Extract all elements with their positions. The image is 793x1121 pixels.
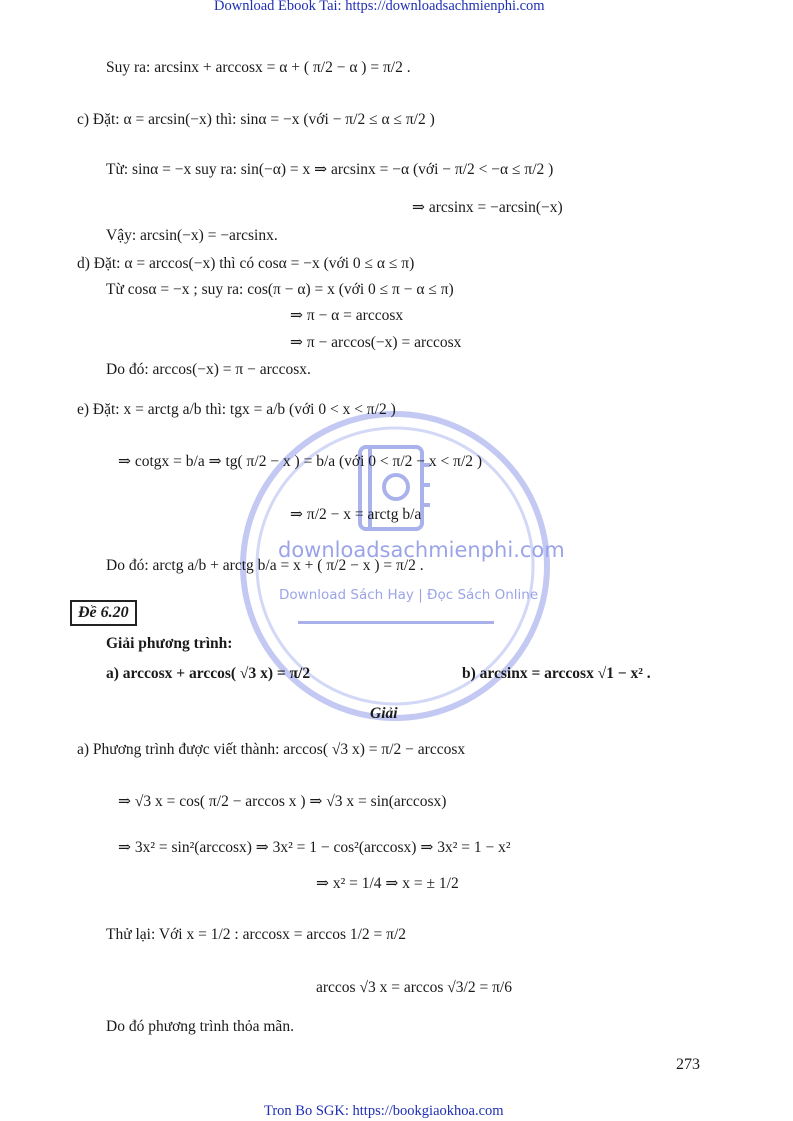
page-number: 273	[676, 1056, 700, 1073]
part-c-line-3: ⇒ arcsinx = −arcsin(−x)	[412, 199, 563, 216]
part-d-line-5: Do đó: arccos(−x) = π − arccosx.	[106, 361, 311, 378]
watermark-site: downloadsachmienphi.com	[278, 538, 565, 562]
part-d-line-1: d) Đặt: α = arccos(−x) thì có cosα = −x (với 0 ≤ α ≤ π)	[77, 255, 415, 272]
solution-line-5: Thử lại: Với x = 1/2 : arccosx = arccos 1/2 = π/2	[106, 926, 407, 943]
solution-line-6: arccos √3 x = arccos √3/2 = π/6	[316, 979, 512, 996]
solution-line-1: a) Phương trình được viết thành: arccos( √3 x) = π/2 − arccosx	[77, 741, 466, 758]
header-download-link[interactable]: Download Ebook Tai: https://downloadsachmienphi.com	[214, 0, 545, 14]
solution-line-2: ⇒ √3 x = cos( π/2 − arccos x ) ⇒ √3 x = sin(arccosx)	[118, 793, 447, 810]
part-b-result: Suy ra: arcsinx + arccosx = α + ( π/2 − α ) = π/2 .	[106, 59, 411, 76]
solution-title: Giải	[370, 705, 398, 722]
part-e-line-3: ⇒ π/2 − x = arctg b/a	[290, 506, 422, 523]
part-c-line-4: Vậy: arcsin(−x) = −arcsinx.	[106, 227, 278, 244]
part-c-line-1: c) Đặt: α = arcsin(−x) thì: sinα = −x (với − π/2 ≤ α ≤ π/2 )	[77, 111, 435, 128]
task-b: b) arcsinx = arccosx √1 − x² .	[462, 665, 651, 682]
part-d-line-3: ⇒ π − α = arccosx	[290, 307, 404, 324]
part-e-line-2: ⇒ cotgx = b/a ⇒ tg( π/2 − x ) = b/a (với 0 < π/2 − x < π/2 )	[118, 453, 483, 470]
footer-link[interactable]: Tron Bo SGK: https://bookgiaokhoa.com	[264, 1103, 504, 1119]
part-e-line-4: Do đó: arctg a/b + arctg b/a = x + ( π/2 − x ) = π/2 .	[106, 557, 424, 574]
task-a: a) arccosx + arccos( √3 x) = π/2	[106, 665, 311, 682]
section-label: Đề 6.20	[70, 600, 137, 626]
solution-line-4: ⇒ x² = 1/4 ⇒ x = ± 1/2	[316, 875, 459, 892]
part-c-line-2: Từ: sinα = −x suy ra: sin(−α) = x ⇒ arcsinx = −α (với − π/2 < −α ≤ π/2 )	[106, 161, 554, 178]
solution-line-7: Do đó phương trình thỏa mãn.	[106, 1018, 294, 1035]
solution-line-3: ⇒ 3x² = sin²(arccosx) ⇒ 3x² = 1 − cos²(arccosx) ⇒ 3x² = 1 − x²	[118, 839, 511, 856]
watermark-tagline: Download Sách Hay | Đọc Sách Online	[279, 587, 539, 603]
task-title: Giải phương trình:	[106, 635, 233, 652]
part-e-line-1: e) Đặt: x = arctg a/b thì: tgx = a/b (với 0 < x < π/2 )	[77, 401, 396, 418]
part-d-line-2: Từ cosα = −x ; suy ra: cos(π − α) = x (với 0 ≤ π − α ≤ π)	[106, 281, 454, 298]
part-d-line-4: ⇒ π − arccos(−x) = arccosx	[290, 334, 462, 351]
